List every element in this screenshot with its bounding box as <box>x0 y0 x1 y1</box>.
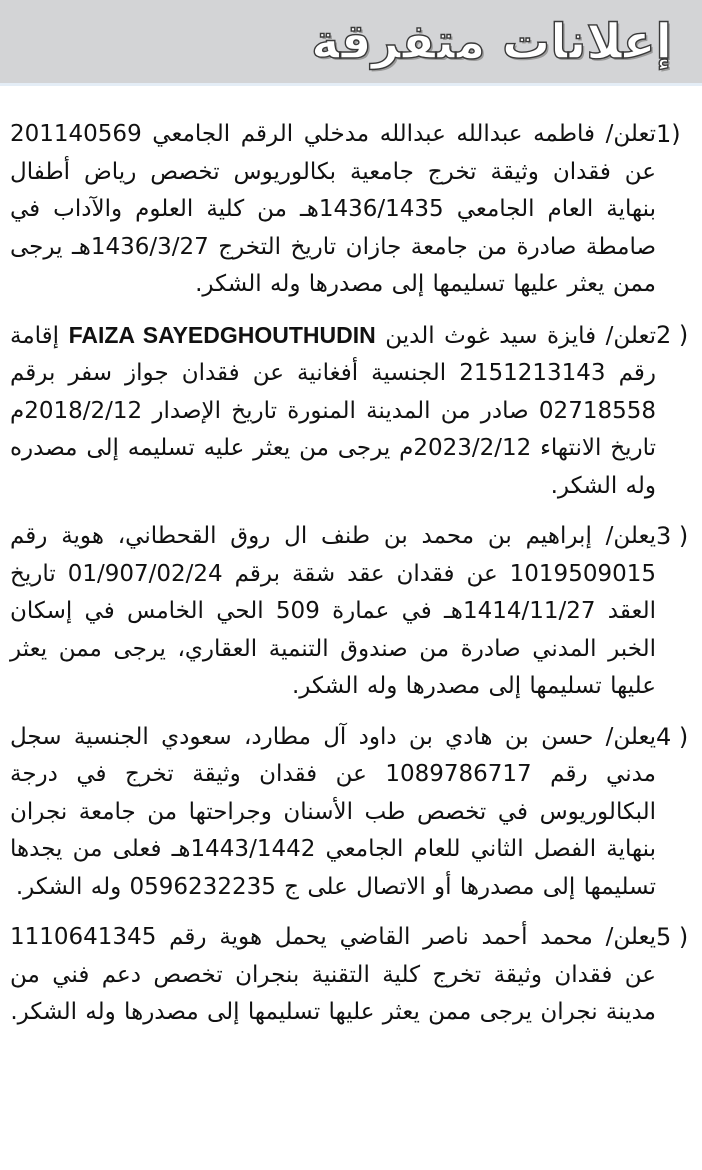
ad-item-4 <box>10 719 692 907</box>
ad-text: يعلن/ حسن بن هادي بن داود آل مطارد، سعودي الجنسية سجل مدني رقم 1089786717 عن فقدان وثيقة تخرج في درجة البكالوريوس في تخصص طب الأسنان وجراحتها من جامعة نجران بنهاية الفصل الثاني للعام الجامعي 1443/1442هـ فعلى من يجدها تسليمها إلى مصدرها أو الاتصال على ج 0596232235 وله الشكر. <box>10 723 656 900</box>
ad-text <box>10 317 656 506</box>
ad-item-3 <box>10 518 692 706</box>
ad-latin-name: FAIZA SAYEDGHOUTHUDIN <box>68 321 376 348</box>
ad-number: 3 ) <box>656 522 689 550</box>
ad-text: يعلن/ محمد أحمد ناصر القاضي يحمل هوية رقم 1110641345 عن فقدان وثيقة تخرج كلية التقنية بنجران تخصص دعم فني من مدينة نجران يرجى ممن يعثر عليها تسليمها إلى مصدرها وله الشكر. <box>10 924 656 1025</box>
ad-text: يعلن/ إبراهيم بن محمد بن طنف ال روق القحطاني، هوية رقم 1019509015 عن فقدان عقد شقة برقم 01/907/02/24 تاريخ العقد 1414/11/27هـ في عمارة 509 الحي الخامس في إسكان الخبر المدني صادرة من صندوق التنمية العقاري، يرجى ممن يعثر عليها تسليمها إلى مصدرها وله الشكر. <box>10 523 657 699</box>
section-title: إعلانات متفرقة <box>311 14 672 70</box>
ad-number: 1) <box>656 120 681 148</box>
ad-number: 4 ) <box>656 722 689 751</box>
ad-item-5 <box>10 919 692 1032</box>
ad-item-1 <box>10 116 692 304</box>
section-header <box>0 0 702 86</box>
ad-number: 5 ) <box>656 923 689 951</box>
ad-item-2 <box>10 317 692 506</box>
ad-text-body: إقامة رقم 2151213143 الجنسية أفغانية عن فقدان جواز سفر برقم 02718558 صادر من المدينة المنورة تاريخ الإصدار 2018/2/12م تاريخ الانتهاء 2023/2/12م يرجى من يعثر عليه تسليمه إلى مصدره وله الشكر. <box>10 322 656 499</box>
ad-text-intro: تعلن/ فايزة سيد غوث الدين <box>385 322 657 349</box>
ad-number: 2 ) <box>656 320 689 349</box>
ad-text: تعلن/ فاطمه عبدالله عبدالله مدخلي الرقم الجامعي 201140569 عن فقدان وثيقة تخرج جامعية بكالوريوس تخصص رياض أطفال بنهاية العام الجامعي 1436/1435هـ من كلية العلوم والآداب في صامطة صادرة من جامعة جازان تاريخ التخرج 1436/3/27هـ يرجى ممن يعثر عليها تسليمها إلى مصدرها وله الشكر. <box>10 121 656 297</box>
classified-ads-list <box>0 86 702 1032</box>
